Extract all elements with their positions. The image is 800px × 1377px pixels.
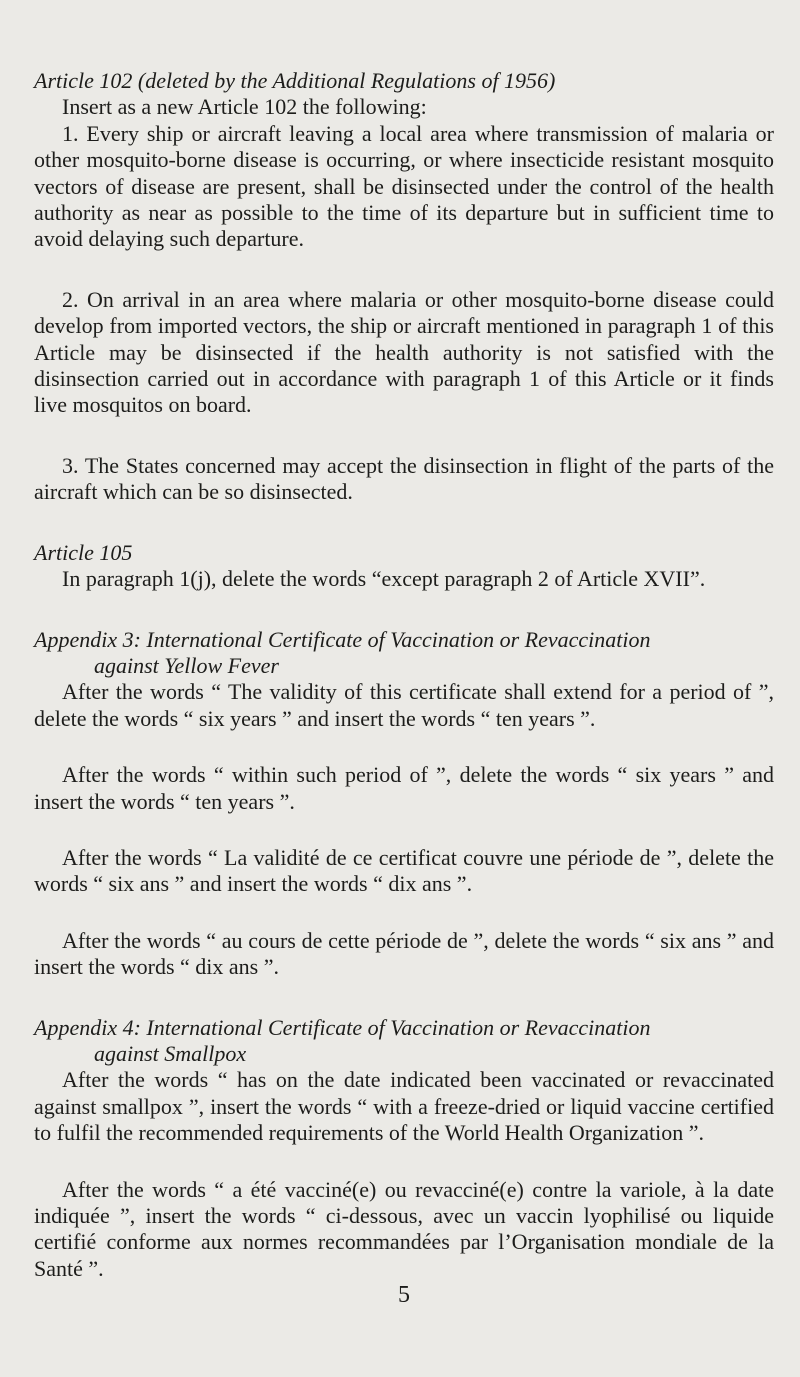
article-102-paragraph-1: 1. Every ship or aircraft leaving a local area where transmission of malaria or other mosquito-borne disease is occurring, or where insecticide resistant mosquito vectors of disease are present, shall be disinsected under the control of the health authority as near as possible to the time of its departure but in sufficient time to avoid delaying such departure. [34,120,774,252]
article-102-paragraph-2: 2. On arrival in an area where malaria or other mosquito-borne disease could develop from imported vectors, the ship or aircraft mentioned in paragraph 1 of this Article may be disinsected if the health authority is not satisfied with the disinsection carried out in accordance with paragraph 1 of this Article or it finds live mosquitos on board. [34,286,774,418]
appendix-3-paragraph-4: After the words “ au cours de cette période de ”, delete the words “ six ans ” and insert the words “ dix ans ”. [34,927,774,980]
article-102-heading: Article 102 (deleted by the Additional Regulations of 1956) [34,68,556,93]
document-page [34,68,774,1309]
appendix-3-paragraph-1: After the words “ The validity of this certificate shall extend for a period of ”, delete the words “ six years ” and insert the words “ ten years ”. [34,679,774,731]
appendix-4-paragraph-1: After the words “ has on the date indicated been vaccinated or revaccinated against smallpox ”, insert the words “ with a freeze-dried or liquid vaccine certified to fulfil the recommended requirements of the World Health Organization ”. [34,1067,774,1146]
appendix-4-heading-subtitle: against Smallpox [94,1040,247,1066]
appendix-3-heading: Appendix 3: International Certificate of Vaccination or Revaccination [34,626,651,652]
article-105-heading: Article 105 [34,539,133,565]
appendix-4-paragraph-2: After the words “ a été vacciné(e) ou revacciné(e) contre la variole, à la date indiquée ”, insert the words “ ci-dessous, avec un vaccin lyophilisé ou liquide certifié conforme aux normes recommandées par l’Organisation mondiale de la Santé ”. [34,1176,774,1281]
article-102-intro: Insert as a new Article 102 the following: [62,94,427,120]
article-105-paragraph: In paragraph 1(j), delete the words “except paragraph 2 of Article XVII”. [62,566,706,592]
appendix-4-heading: Appendix 4: International Certificate of Vaccination or Revaccination [34,1014,651,1040]
appendix-3-paragraph-3: After the words “ La validité de ce certificat couvre une période de ”, delete the words “ six ans ” and insert the words “ dix ans ”. [34,844,774,897]
appendix-3-paragraph-2: After the words “ within such period of ”, delete the words “ six years ” and insert the words “ ten years ”. [34,762,774,814]
appendix-3-heading-subtitle: against Yellow Fever [94,652,279,678]
page-number: 5 [398,1282,410,1309]
article-102-paragraph-3: 3. The States concerned may accept the disinsection in flight of the parts of the aircraft which can be so disinsected. [34,452,774,505]
